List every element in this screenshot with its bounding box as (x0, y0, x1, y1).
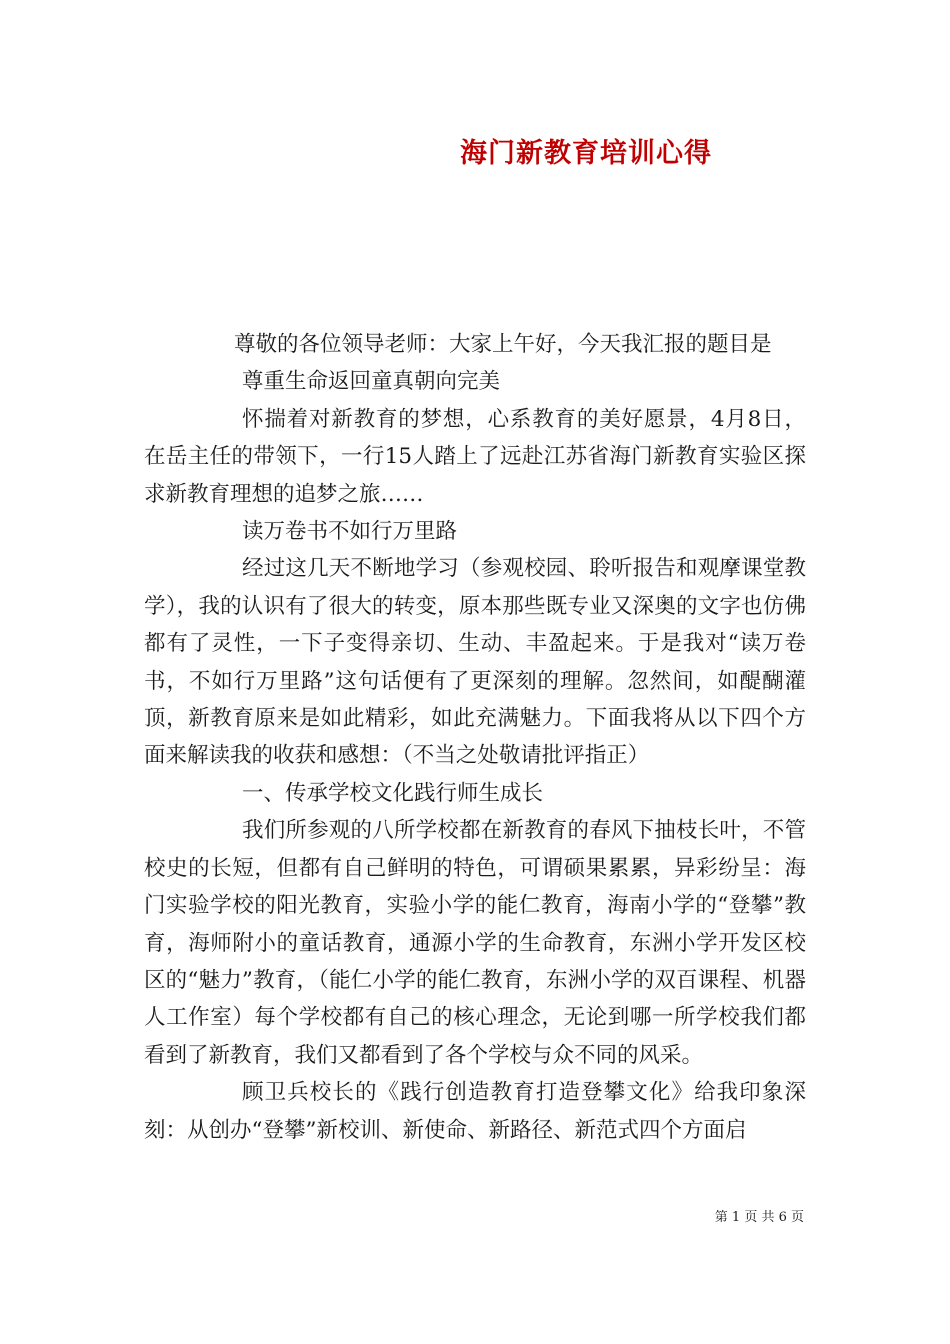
document-body (144, 326, 806, 1149)
section-heading: 读万卷书不如行万里路 (242, 519, 458, 545)
section-heading: 一、传承学校文化践行师生成长 (242, 780, 544, 806)
body-paragraph: 怀揣着对新教育的梦想，心系教育的美好愿景，4月8日，在岳主任的带领下，一行15人踏上了远赴江苏省海门新教育实验区探求新教育理想的追梦之旅…… (144, 406, 806, 507)
page-title: 海门新教育培训心得 (460, 138, 712, 169)
body-paragraph: 顾卫兵校长的《践行创造教育打造登攀文化》给我印象深刻：从创办“登攀”新校训、新使命、新路径、新范式四个方面启 (144, 1080, 806, 1143)
theme-heading: 尊重生命返回童真朝向完美 (242, 369, 501, 395)
body-paragraph: 我们所参观的八所学校都在新教育的春风下抽枝长叶，不管校史的长短，但都有自己鲜明的特色，可谓硕果累累，异彩纷呈：海门实验学校的阳光教育，实验小学的能仁教育，海南小学的“登攀”教育，海师附小的童话教育，通源小学的生命教育，东洲小学开发区校区的“魅力”教育，（能仁小学的能仁教育，东洲小学的双百课程、机器人工作室）每个学校都有自己的核心理念，无论到哪一所学校我们都看到了新教育，我们又都看到了各个学校与众不同的风采。 (144, 818, 806, 1068)
page-number-footer: 第 1 页 共 6 页 (714, 1210, 804, 1225)
body-paragraph: 经过这几天不断地学习（参观校园、聆听报告和观摩课堂教学），我的认识有了很大的转变，原本那些既专业又深奥的文字也仿佛都有了灵性，一下子变得亲切、生动、丰盈起来。于是我对“读万卷书，不如行万里路”这句话便有了更深刻的理解。忽然间，如醍醐灌顶，新教育原来是如此精彩，如此充满魅力。下面我将从以下四个方面来解读我的收获和感想：（不当之处敬请批评指正） (144, 556, 806, 769)
salutation-paragraph: 尊敬的各位领导老师：大家上午好，今天我汇报的题目是 (234, 332, 772, 357)
